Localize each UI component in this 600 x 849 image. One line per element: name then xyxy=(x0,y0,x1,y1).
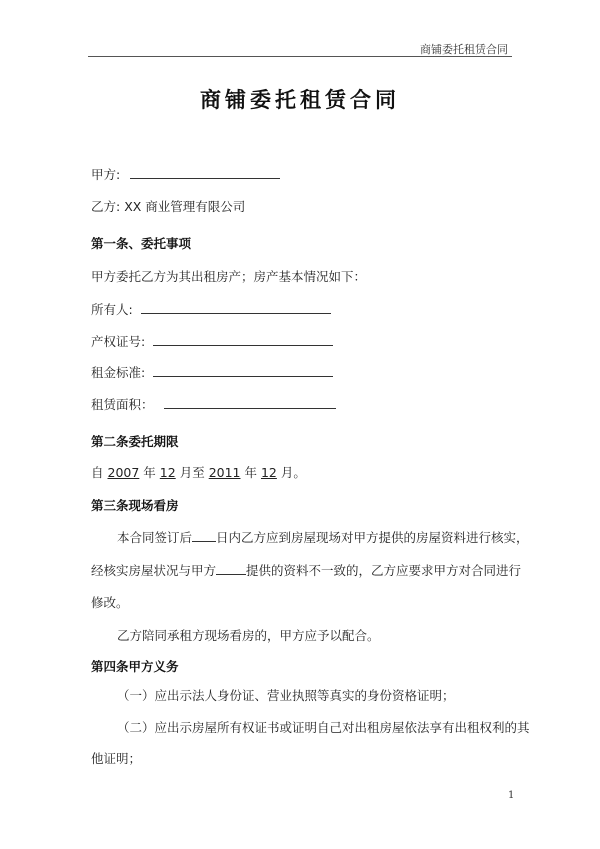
p1-text-b: 日内乙方应到房屋现场对甲方提供的房屋资料进行核实， xyxy=(216,530,529,545)
article-3-p1-line1 xyxy=(117,529,529,547)
p1-line2-text-b: 提供的资料不一致的，乙方应要求甲方对合同进行 xyxy=(246,563,522,578)
document-title: 商铺委托租赁合同 xyxy=(200,87,400,112)
party-a-line xyxy=(91,166,280,184)
start-month: 12 xyxy=(159,465,176,480)
term-text-to: 月至 xyxy=(179,465,205,480)
owner-field xyxy=(91,301,331,319)
running-header: 商铺委托租赁合同 xyxy=(420,43,508,56)
end-year: 2011 xyxy=(208,465,241,480)
article-3-p1-line2 xyxy=(91,562,521,580)
owner-blank xyxy=(141,301,331,314)
days-blank xyxy=(192,529,216,542)
p1-text-a: 本合同签订后 xyxy=(117,530,193,545)
certificate-field xyxy=(91,333,333,351)
rent-label: 租金标准: xyxy=(91,365,146,380)
header-rule xyxy=(88,56,512,57)
start-year: 2007 xyxy=(107,465,140,480)
area-blank xyxy=(164,396,336,409)
term-line xyxy=(91,464,306,482)
certificate-label: 产权证号: xyxy=(91,334,146,349)
certificate-blank xyxy=(153,333,333,346)
party-a-blank xyxy=(130,166,280,179)
party-b-label: 乙方: xyxy=(91,199,121,214)
party-a-inline-blank xyxy=(216,562,246,575)
party-b-line xyxy=(91,198,245,216)
article-4-item-2-line2: 他证明； xyxy=(91,751,142,766)
article-4-item-2-line1: （二）应出示房屋所有权证书或证明自己对出租房屋依法享有出租权利的其 xyxy=(117,720,530,735)
rent-field xyxy=(91,364,333,382)
owner-label: 所有人: xyxy=(91,302,133,317)
article-3-heading: 第三条现场看房 xyxy=(91,498,179,513)
article-2-heading: 第二条委托期限 xyxy=(91,434,179,449)
article-4-item-1: （一）应出示法人身份证、营业执照等真实的身份资格证明； xyxy=(117,688,455,703)
end-month: 12 xyxy=(260,465,277,480)
p1-line2-text-a: 经核实房屋状况与甲方 xyxy=(91,563,217,578)
party-b-value: XX 商业管理有限公司 xyxy=(124,199,246,214)
article-4-heading: 第四条甲方义务 xyxy=(91,659,179,674)
rent-blank xyxy=(153,364,333,377)
area-field xyxy=(91,396,336,414)
term-text-year-2: 年 xyxy=(244,465,257,480)
article-1-intro: 甲方委托乙方为其出租房产；房产基本情况如下： xyxy=(91,269,367,284)
term-text-end: 月。 xyxy=(280,465,306,480)
article-1-heading: 第一条、委托事项 xyxy=(91,236,192,251)
page-number: 1 xyxy=(508,790,515,801)
article-3-p2: 乙方陪同承租方现场看房的，甲方应予以配合。 xyxy=(117,628,380,643)
article-3-p1-line3: 修改。 xyxy=(91,595,129,610)
party-a-label: 甲方: xyxy=(91,167,121,182)
term-prefix: 自 xyxy=(91,465,104,480)
area-label: 租赁面积： xyxy=(91,397,154,412)
term-text-year: 年 xyxy=(143,465,156,480)
